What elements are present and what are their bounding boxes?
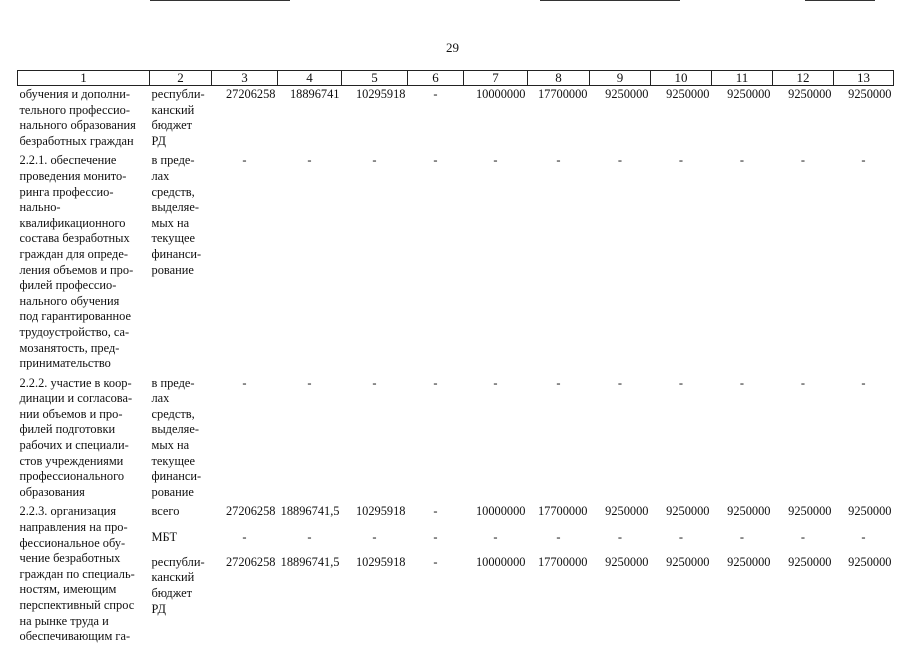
amount-cell: 27206258 xyxy=(225,504,276,519)
funding-source: республи- канский бюджет РД xyxy=(151,87,205,148)
table-row xyxy=(18,503,894,528)
column-number-header: 1 xyxy=(18,71,150,86)
dash-cell: - xyxy=(556,529,561,544)
dash-cell: - xyxy=(372,153,377,168)
dash-cell: - xyxy=(242,153,247,168)
column-number-header: 7 xyxy=(464,71,528,86)
amount-cell: 18896741,5 xyxy=(280,554,340,569)
amount-cell: 10000000 xyxy=(475,504,526,519)
amount-cell: 9250000 xyxy=(727,504,771,519)
dash-cell: - xyxy=(800,529,806,544)
amount-cell: 9250000 xyxy=(788,504,832,519)
amount-cell: 10000000 xyxy=(475,554,526,569)
dash-cell: - xyxy=(433,87,438,101)
top-edge-line xyxy=(805,0,875,1)
amount-cell: 17700000 xyxy=(537,504,588,519)
dash-cell: - xyxy=(678,375,684,390)
funding-source: в преде- лах средств, выделяе- мых на текущее финанси- рование xyxy=(151,153,202,277)
dash-cell: - xyxy=(433,554,438,569)
amount-cell: 9250000 xyxy=(848,87,892,101)
dash-cell: - xyxy=(493,529,498,544)
dash-cell: - xyxy=(739,375,745,390)
budget-table xyxy=(17,70,894,646)
dash-cell: - xyxy=(678,529,684,544)
amount-cell: 9250000 xyxy=(666,504,710,519)
column-number-header: 4 xyxy=(278,71,342,86)
dash-cell: - xyxy=(493,375,498,390)
column-number-header: 10 xyxy=(651,71,712,86)
amount-cell: 17700000 xyxy=(537,554,588,569)
dash-cell: - xyxy=(739,529,745,544)
measure-description: 2.2.3. организация направления на про- фессиональное обу- чение безработных граждан по специаль- ностям, имеющим перспективный спрос на рынке труда и обеспечивающим га- xyxy=(19,504,135,644)
dash-cell: - xyxy=(307,153,312,168)
dash-cell: - xyxy=(372,529,377,544)
dash-cell: - xyxy=(861,375,866,390)
table-row xyxy=(18,152,894,374)
table-row xyxy=(18,554,894,646)
table-row xyxy=(18,529,894,554)
dash-cell: - xyxy=(307,375,312,390)
measure-description: 2.2.1. обеспечение проведения монито- ринга профессио- нально- квалификационного состава безработных граждан для опреде- ления объемов и про- филей профессио- нального обучения под гарантированное трудоустройство, са- мозанятость, пред- принимательство xyxy=(19,153,134,371)
column-number-header: 2 xyxy=(150,71,212,86)
dash-cell: - xyxy=(861,153,866,168)
amount-cell: 18896741 xyxy=(289,87,340,101)
dash-cell: - xyxy=(861,529,866,544)
amount-cell: 18896741,5 xyxy=(280,504,340,519)
dash-cell: - xyxy=(617,375,623,390)
dash-cell: - xyxy=(556,153,561,168)
amount-cell: 9250000 xyxy=(727,87,771,101)
dash-cell: - xyxy=(617,153,623,168)
column-number-header: 12 xyxy=(773,71,834,86)
dash-cell: - xyxy=(433,153,438,168)
column-number-header: 8 xyxy=(528,71,590,86)
dash-cell: - xyxy=(617,529,623,544)
column-number-header: 9 xyxy=(590,71,651,86)
funding-source: в преде- лах средств, выделяе- мых на текущее финанси- рование xyxy=(151,375,202,499)
amount-cell: 9250000 xyxy=(788,554,832,569)
funding-source: республи- канский бюджет РД xyxy=(151,554,205,616)
dash-cell: - xyxy=(433,375,438,390)
amount-cell: 9250000 xyxy=(788,87,832,101)
amount-cell: 27206258 xyxy=(225,554,276,569)
table-row xyxy=(18,375,894,504)
page-number: 29 xyxy=(446,40,459,55)
dash-cell: - xyxy=(800,375,806,390)
amount-cell: 17700000 xyxy=(537,87,588,101)
column-number-row xyxy=(18,71,894,86)
dash-cell: - xyxy=(242,529,247,544)
column-number-header: 6 xyxy=(408,71,464,86)
amount-cell: 10000000 xyxy=(475,87,526,101)
column-number-header: 11 xyxy=(712,71,773,86)
amount-cell: 10295918 xyxy=(355,504,406,519)
dash-cell: - xyxy=(242,375,247,390)
amount-cell: 10295918 xyxy=(355,87,406,101)
dash-cell: - xyxy=(493,153,498,168)
column-number-header: 5 xyxy=(342,71,408,86)
dash-cell: - xyxy=(556,375,561,390)
amount-cell: 9250000 xyxy=(848,504,892,519)
measure-description: 2.2.2. участие в коор- динации и согласова- нии объемов и про- филей подготовки рабочих и специали- стов учреждениями профессионального образования xyxy=(19,375,133,499)
amount-cell: 9250000 xyxy=(605,554,649,569)
funding-source: МБТ xyxy=(151,529,178,544)
amount-cell: 9250000 xyxy=(605,87,649,101)
dash-cell: - xyxy=(678,153,684,168)
dash-cell: - xyxy=(739,153,745,168)
dash-cell: - xyxy=(800,153,806,168)
amount-cell: 10295918 xyxy=(355,554,406,569)
dash-cell: - xyxy=(372,375,377,390)
amount-cell: 9250000 xyxy=(848,554,892,569)
column-number-header: 3 xyxy=(212,71,278,86)
amount-cell: 9250000 xyxy=(666,87,710,101)
funding-source: всего xyxy=(151,504,180,519)
dash-cell: - xyxy=(433,529,438,544)
amount-cell: 9250000 xyxy=(727,554,771,569)
top-edge-line xyxy=(150,0,290,1)
amount-cell: 9250000 xyxy=(605,504,649,519)
amount-cell: 9250000 xyxy=(666,554,710,569)
table-row xyxy=(18,86,894,153)
column-number-header: 13 xyxy=(834,71,894,86)
amount-cell: 27206258 xyxy=(225,87,276,101)
table-body xyxy=(18,86,894,646)
dash-cell: - xyxy=(433,504,438,519)
dash-cell: - xyxy=(307,529,312,544)
measure-description: обучения и дополни- тельного профессио- нального образования безработных граждан xyxy=(19,87,136,148)
top-edge-line xyxy=(540,0,680,1)
